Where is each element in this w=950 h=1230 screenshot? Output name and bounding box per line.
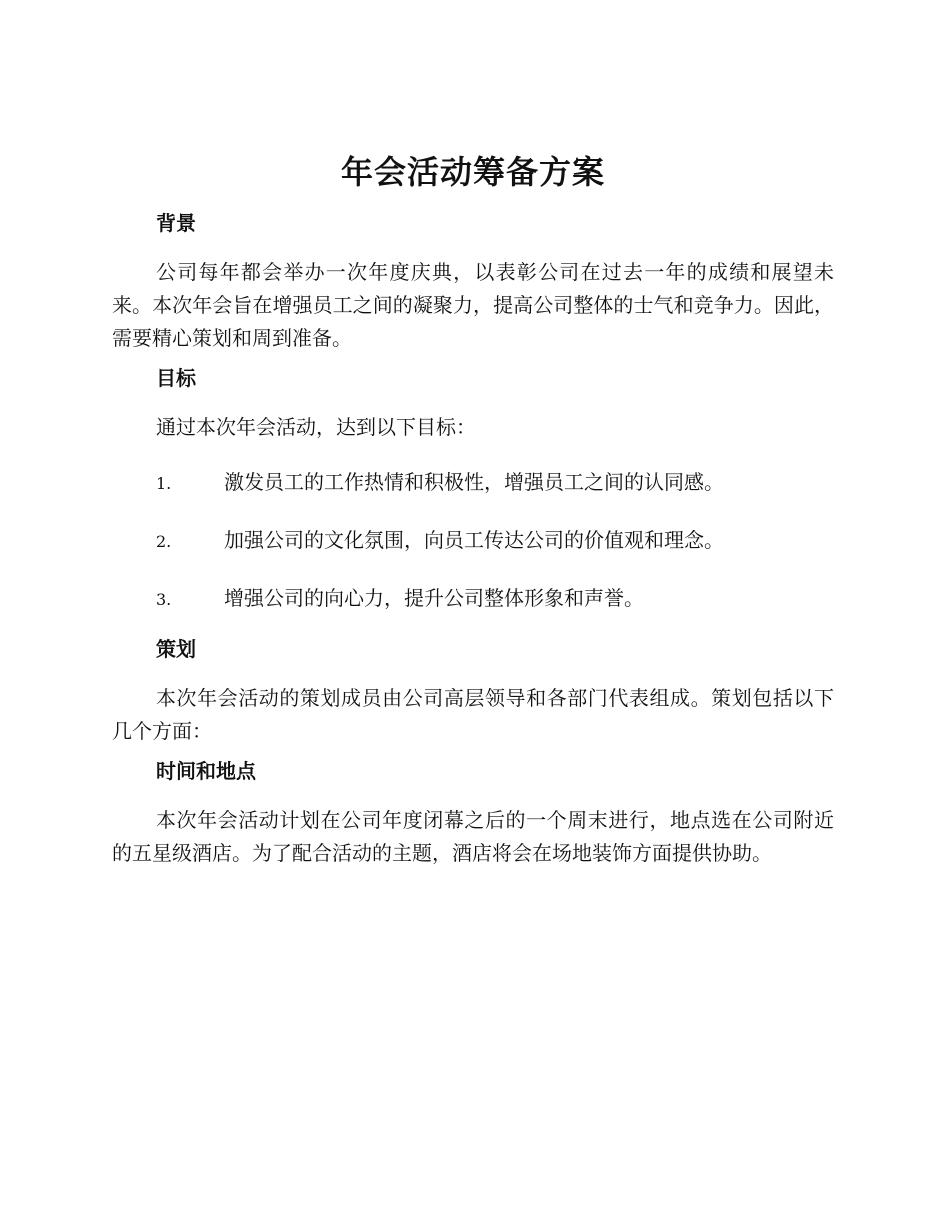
goals-intro: 通过本次年会活动，达到以下目标：	[156, 415, 476, 439]
section-time-place	[112, 760, 834, 870]
section-background	[112, 212, 834, 355]
document-title: 年会活动筹备方案	[340, 153, 605, 191]
section-goals	[112, 367, 834, 616]
list-item-number: 2.	[156, 532, 172, 551]
list-item	[112, 466, 834, 500]
list-item-number: 3.	[156, 590, 172, 609]
section-planning	[112, 638, 834, 748]
list-item-number: 1.	[156, 474, 172, 493]
background-paragraph: 公司每年都会举办一次年度庆典，以表彰公司在过去一年的成绩和展望未来。本次年会旨在增强员工之间的凝聚力，提高公司整体的士气和竞争力。因此，需要精心策划和周到准备。	[112, 260, 834, 350]
planning-paragraph: 本次年会活动的策划成员由公司高层领导和各部门代表组成。策划包括以下几个方面：	[112, 686, 834, 743]
time-place-paragraph: 本次年会活动计划在公司年度闭幕之后的一个周末进行，地点选在公司附近的五星级酒店。为了配合活动的主题，酒店将会在场地装饰方面提供协助。	[112, 808, 834, 865]
document-content	[112, 150, 834, 880]
list-item	[112, 582, 834, 616]
list-item-text: 激发员工的工作热情和积极性，增强员工之间的认同感。	[224, 470, 724, 494]
section-heading-background: 背景	[156, 211, 196, 235]
section-heading-time-place: 时间和地点	[156, 759, 256, 783]
goals-list	[112, 466, 834, 616]
section-heading-planning: 策划	[156, 637, 196, 661]
list-item	[112, 524, 834, 558]
list-item-text: 增强公司的向心力，提升公司整体形象和声誉。	[224, 586, 644, 610]
list-item-text: 加强公司的文化氛围，向员工传达公司的价值观和理念。	[224, 528, 724, 552]
section-heading-goals: 目标	[156, 366, 196, 390]
